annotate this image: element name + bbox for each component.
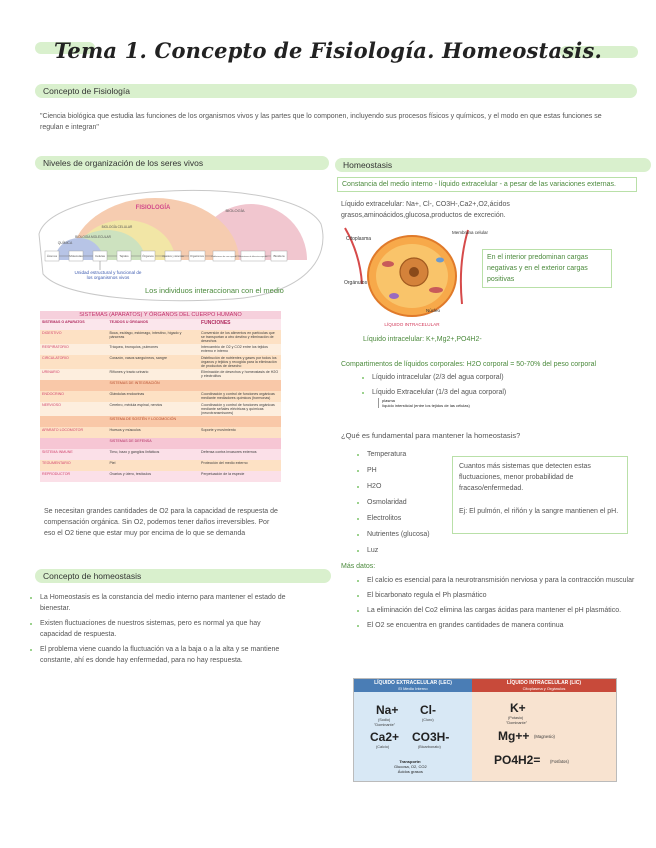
ion-mg: Mg++ <box>498 729 530 743</box>
list-item: • La eliminación del Co2 elimina las cargas ácidas para mantener el pH plasmático. <box>367 605 637 616</box>
level-0: Átomos <box>46 254 58 258</box>
list-item: • Temperatura <box>367 449 467 460</box>
level-5: Aparatos y sistemas <box>162 255 184 258</box>
ion-ca: Ca2+ <box>370 730 400 744</box>
list-item: • El problema viene cuando la fluctuación va a la baja o a la alta y se mantiene constante, ahí es donde hay enfermedad, para no hay respuesta. <box>40 644 290 666</box>
transporte-block <box>394 759 427 774</box>
section-heading-niveles <box>35 156 329 170</box>
list-item: • El bicarbonato regula el Ph plasmático <box>367 590 637 601</box>
ion-cl: Cl- <box>420 703 436 717</box>
sistemas-table-block <box>40 311 281 482</box>
fisiologia-arc-label: FISIOLOGÍA <box>135 205 171 211</box>
liquido-intracelular-text: Líquido intracelular: K+,Mg2+,PO4H2- <box>363 336 482 343</box>
charges-note: En el interior predominan cargas negativas y en el exterior cargas positivas <box>482 249 612 288</box>
table-row: CIRCULATORIO Corazón, vasos sanguíneos, sangre Distribución de nutrientes y gases por todos los órganos y tejidos y recogida para la eliminación de productos de desecho <box>40 355 281 369</box>
ion-na-tag: "Dominante" <box>374 723 396 727</box>
concepto-homeostasis-list <box>28 592 290 670</box>
sistemas-table-title: SISTEMAS (APARATOS) Y ÓRGANOS DEL CUERPO HUMANO <box>40 311 281 319</box>
compartimentos-list <box>360 372 632 398</box>
table-row: SISTEMAS DE INTEGRACIÓN <box>40 380 281 391</box>
table-row: TEGUMENTARIO Piel Protección del medio externo <box>40 460 281 471</box>
o2-note: Se necesitan grandes cantidades de O2 para la capacidad de respuesta de compensación orgánica. Sin O2, podemos tener daños irreversibles. Por eso el O2 tiene que estar muy por encima de lo que se demanda <box>44 508 278 537</box>
level-6: Organismos <box>190 255 204 258</box>
sub-item-intersticial: líquido intersticial (entre los tejidos de las células) <box>382 403 470 408</box>
ion-k-name: (Potasio) <box>508 716 524 720</box>
list-item: • El O2 se encuentra en grandes cantidades de manera continua <box>367 620 637 631</box>
list-item: • Electrolitos <box>367 513 467 524</box>
list-item: • El calcio es esencial para la neurotransmisión nerviosa y para la contracción muscular <box>367 575 637 586</box>
lic-subtitle: Citoplasma y Orgánulos <box>522 686 566 691</box>
header-sistemas: SISTEMAS O APARATOS <box>42 320 85 324</box>
fluctuation-box <box>452 456 628 534</box>
lec-panel <box>354 679 472 781</box>
table-row: DIGESTIVO Boca, esófago, estómago, intestino, hígado y páncreas Conversión de los alimentos en partículas que se transportan a otro destino y eliminación de desechos <box>40 330 281 344</box>
level-3: Tejidos <box>119 254 129 258</box>
list-item: • Luz <box>367 545 467 556</box>
list-item: • Líquido Extracelular (1/3 del agua corporal) <box>372 387 632 398</box>
liquido-extracelular-text: Líquido extracelular: Na+, Cl-, CO3H-,Ca2+,O2,ácidos grasos,aminoácidos,glucosa,productos de excreción. <box>341 201 510 219</box>
biologia-arc-label: BIOLOGÍA <box>225 208 245 213</box>
list-item: • Líquido intracelular (2/3 del agua corporal) <box>372 372 632 383</box>
table-row: ENDOCRINO Glándulas endocrinas Coordinación y control de funciones orgánicas mediante mediadores químicos (hormonas) <box>40 391 281 402</box>
ion-po4: PO4H2= <box>494 753 541 767</box>
ion-k: K+ <box>510 701 526 715</box>
section-heading-concepto-homeostasis <box>35 569 331 583</box>
membrana-label: Membrana celular <box>452 230 489 235</box>
homeostasis-question: ¿Qué es fundamental para mantener la homeostasis? <box>341 431 521 440</box>
citoplasma-label: Citoplasma <box>346 236 372 242</box>
interacciones-text: Los individuos interaccionan con el medio <box>145 286 284 295</box>
concepto-fisiologia-heading: Concepto de Fisiología <box>43 86 130 96</box>
transporte-label: Transporte: <box>399 759 422 764</box>
ion-hco3: CO3H- <box>412 730 450 744</box>
lic-title: LÍQUIDO INTRACELULAR (LIC) <box>506 680 582 686</box>
sub-items <box>378 398 470 408</box>
example-note: Ej: El pulmón, el riñón y la sangre mantienen el pH. <box>459 508 619 515</box>
ion-mg-name: (Magnesio) <box>534 734 555 739</box>
quimica-label: QUÍMICA <box>57 241 73 245</box>
list-item: • Nutrientes (glucosa) <box>367 529 467 540</box>
level-2: Células <box>94 254 106 258</box>
level-4: Órganos <box>142 254 154 258</box>
table-row: SISTEMAS DE DEFENSA <box>40 438 281 449</box>
lec-title: LÍQUIDO EXTRACELULAR (LEC) <box>374 680 452 686</box>
header-funciones: FUNCIONES <box>201 320 231 326</box>
ion-ca-name: (Calcio) <box>376 745 390 749</box>
list-item: • Existen fluctuaciones de nuestros sistemas, pero es normal ya que hay capacidad de respuesta. <box>40 618 290 640</box>
ion-na: Na+ <box>376 703 399 717</box>
sub-item-plasma: plasma <box>382 398 395 403</box>
table-row: RESPIRATORIO Tráquea, bronquios, pulmones Intercambio de O2 y CO2 entre los tejidos externo e interno <box>40 344 281 355</box>
list-item: • La Homeostasis es la constancia del medio interno para mantener el estado de bienestar. <box>40 592 290 614</box>
table-row: SISTEMA DE SOSTÉN Y LOCOMOCIÓN <box>40 416 281 427</box>
section-heading-homeostasis <box>335 158 651 172</box>
lec-header <box>354 679 472 692</box>
table-row: NERVIOSO Cerebro, médula espinal, nervios Coordinación y control de funciones orgánicas mediante señales eléctricas y químicas (neurotransmisores) <box>40 402 281 416</box>
level-8: Ecosistemas de diferentes especies <box>238 256 268 258</box>
ion-cl-name: (Cloro) <box>422 718 434 722</box>
homeostasis-definition: Constancia del medio interno - líquido extracelular - a pesar de las variaciones externas. <box>342 181 616 188</box>
concepto-homeostasis-heading: Concepto de homeostasis <box>43 571 142 581</box>
mas-datos-heading: Más datos: <box>341 563 376 570</box>
homeostasis-definition-box <box>337 177 637 192</box>
organulos-label: Orgánulos <box>344 280 368 286</box>
compartimentos-text: Compartimentos de líquidos corporales: H2O corporal = 50-70% del peso corporal <box>341 361 597 368</box>
cell-diagram <box>340 224 489 332</box>
nucleo-label: Núcleo <box>426 308 441 313</box>
mas-datos-list <box>355 575 637 635</box>
section-heading-concepto-fisiologia <box>35 84 637 98</box>
unidad-caption: Unidad estructural y funcional de los organismos vivos <box>74 270 142 281</box>
biologia-molecular-label: BIOLOGÍA MOLECULAR <box>75 235 111 239</box>
header-tejidos: TEJIDOS U ÓRGANOS <box>109 320 149 324</box>
sistemas-table <box>40 319 281 482</box>
lec-subtitle: El Medio Interno <box>398 686 428 691</box>
table-row: REPRODUCTOR Ovarios y útero, testículos Perpetuación de la especie <box>40 471 281 482</box>
level-9: Biósfera <box>273 254 285 258</box>
biologia-celular-label: BIOLOGÍA CELULAR <box>101 225 133 229</box>
liquido-intracelular-label: LÍQUIDO INTRACELULAR <box>384 322 440 327</box>
transporte-items: Glucosa, O2, CO2 <box>394 764 427 769</box>
table-row: APARATO LOCOMOTOR Huesos y músculos Soporte y movimiento <box>40 427 281 438</box>
niveles-heading: Niveles de organización de los seres vivos <box>43 158 204 168</box>
ion-po4-name: (Fosfatos) <box>550 759 569 764</box>
table-row: SISTEMA INMUNE Timo, bazo y ganglios linfáticos Defensa contra invasores externos <box>40 449 281 460</box>
lic-panel <box>472 679 616 781</box>
ions-figure <box>353 678 617 782</box>
level-7: Poblaciones de una especie <box>211 256 237 258</box>
acidos-grasos: Ácidos grasos <box>397 769 423 774</box>
page-title: Tema 1. Concepto de Fisiología. Homeostasis. <box>53 38 602 63</box>
fluctuation-note: Cuantos más sistemas que detecten estas fluctuaciones, menor probabilidad de fracaso/enfermedad. <box>459 463 591 492</box>
lic-header <box>472 679 616 692</box>
ion-hco3-name: (Bicarbonato) <box>418 745 441 749</box>
list-item: • PH <box>367 465 467 476</box>
table-row: URINARIO Riñones y tracto urinario Eliminación de desechos y homeostasis de H2O y electrolitos <box>40 369 281 380</box>
ion-k-tag: "Dominante" <box>506 721 528 725</box>
list-item: • H2O <box>367 481 467 492</box>
fisiologia-definition: "Ciencia biológica que estudia las funciones de los organismos vivos y las partes que lo componen, incluyendo sus procesos físicos y químicos, y el modo en que estas funciones se regulan e integran" <box>40 113 602 131</box>
ion-na-name: (Sodio) <box>378 718 391 722</box>
homeostasis-heading: Homeostasis <box>343 160 393 170</box>
level-1: Moléculas <box>69 254 83 258</box>
factors-list <box>355 449 467 560</box>
list-item: • Osmolaridad <box>367 497 467 508</box>
